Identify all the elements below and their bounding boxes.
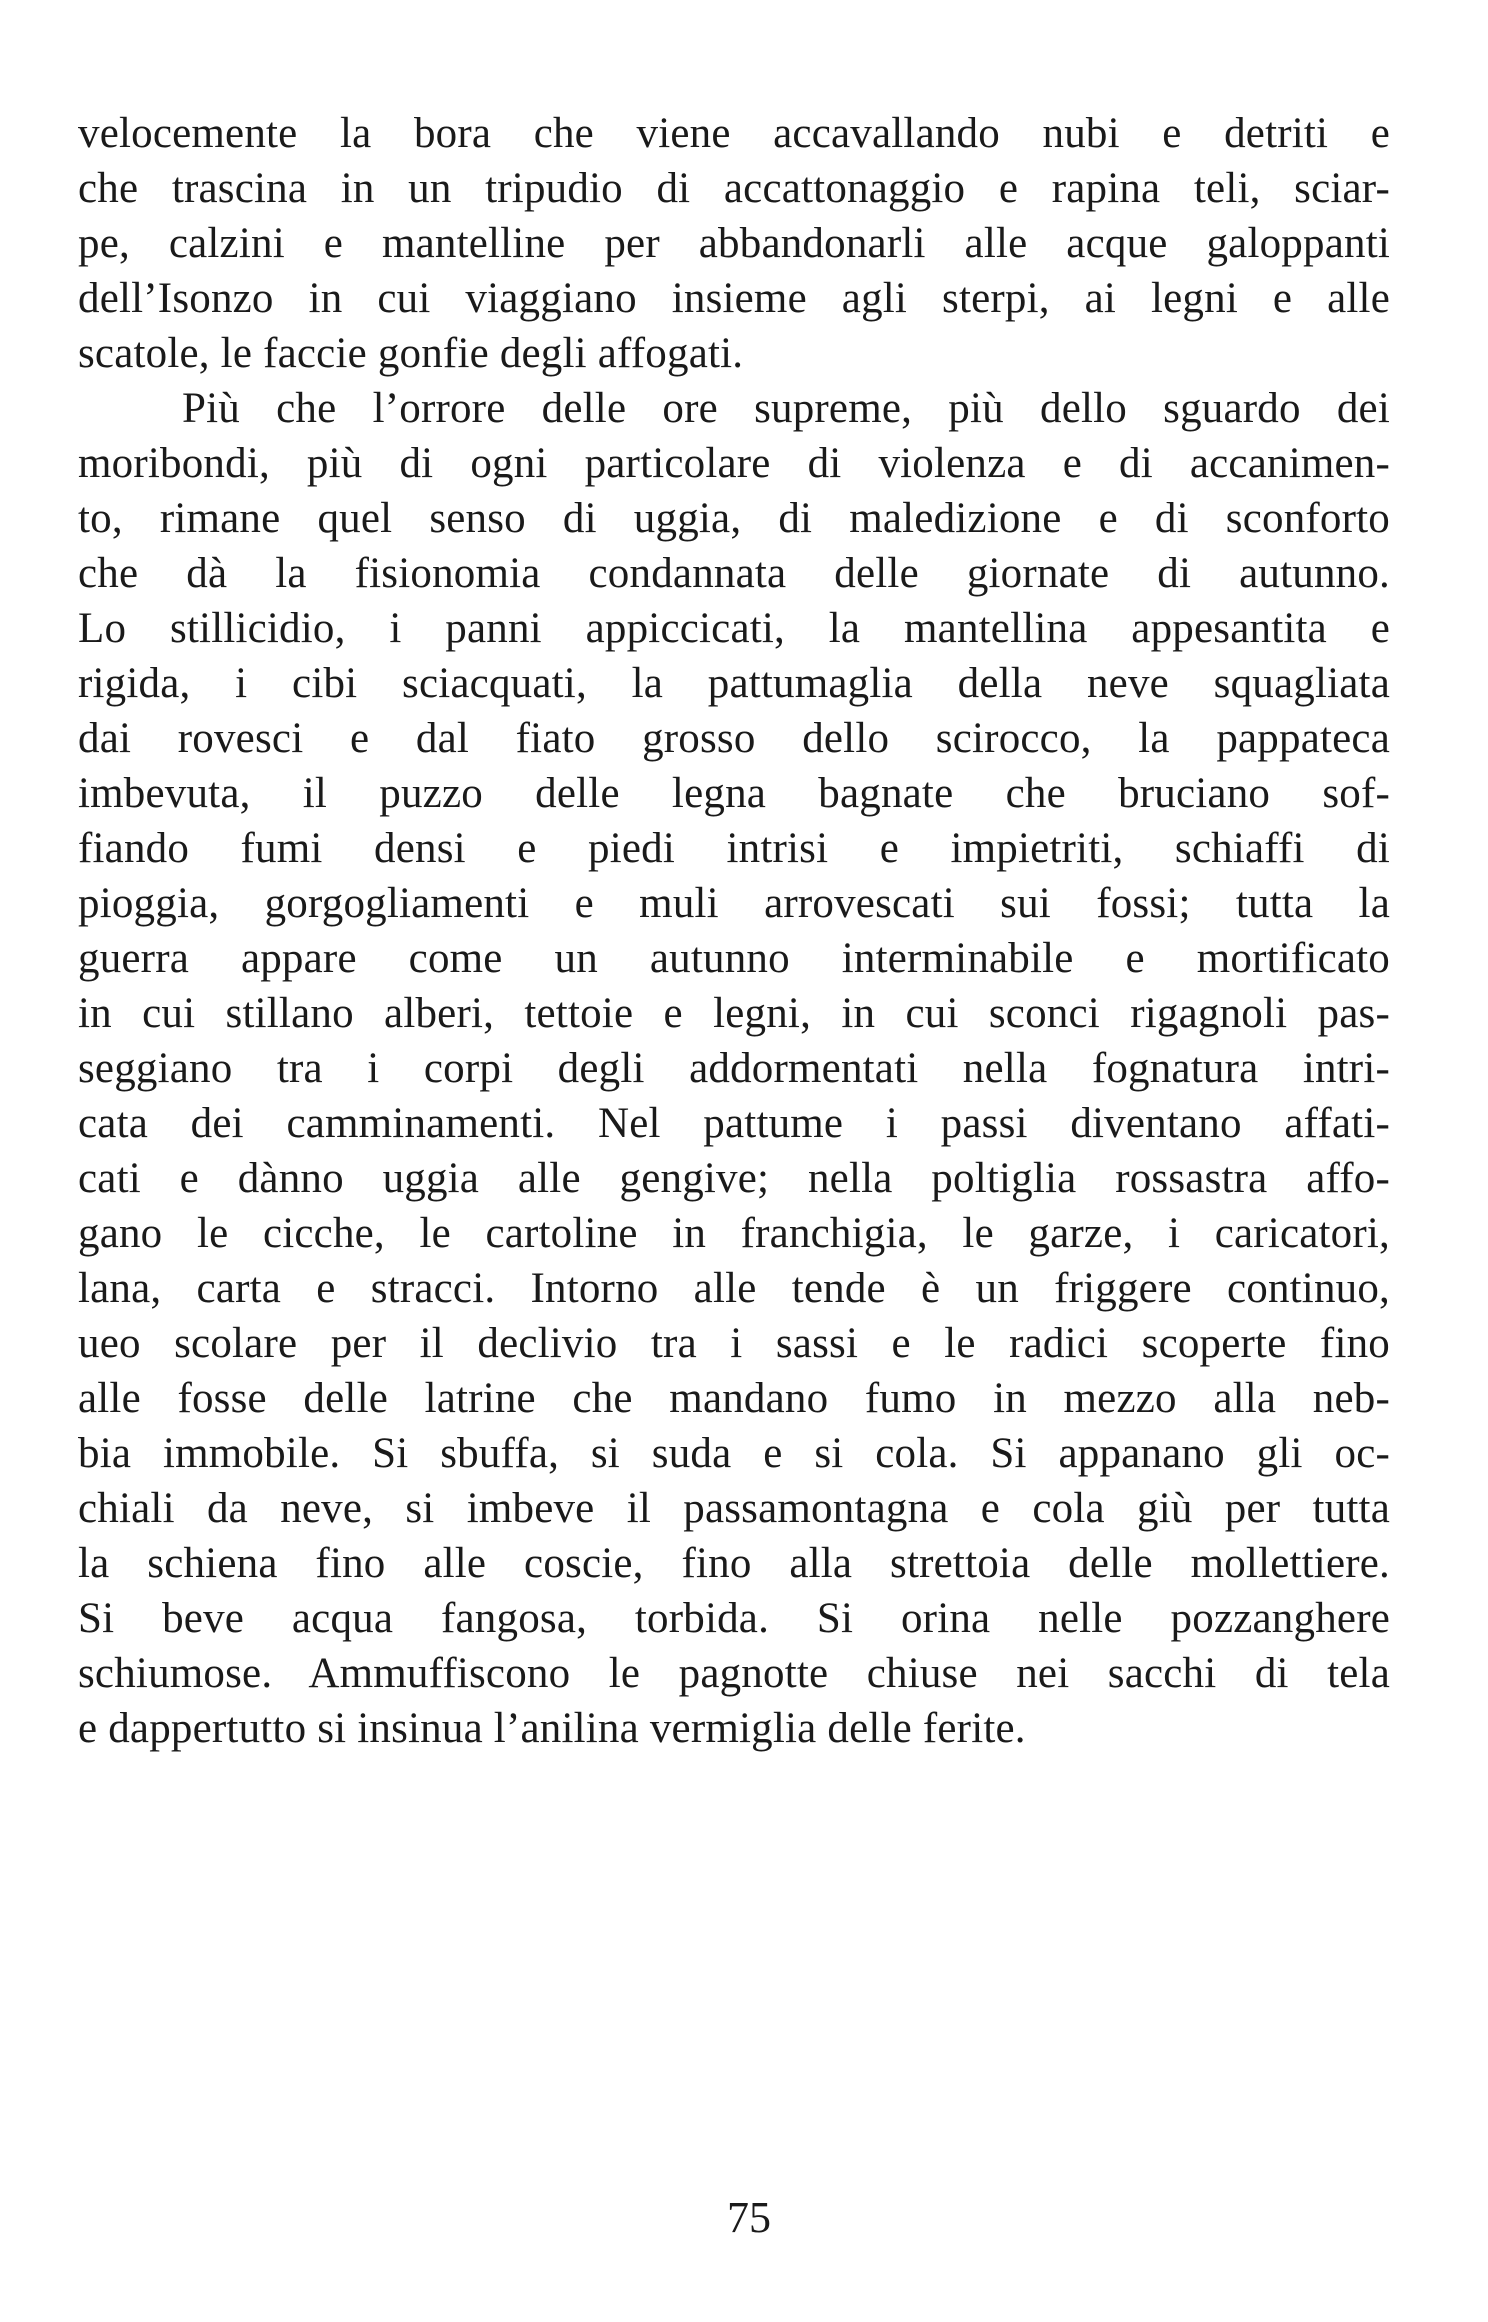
text-line: scatole, le faccie gonfie degli affogati. xyxy=(78,330,744,377)
text-line: Lo stillicidio, i panni appiccicati, la mantellina appesantita e xyxy=(78,605,1390,652)
text-line: imbevuta, il puzzo delle legna bagnate che bruciano sof- xyxy=(78,770,1390,817)
body-text xyxy=(78,106,1390,1756)
text-line: gano le cicche, le cartoline in franchigia, le garze, i caricatori, xyxy=(78,1210,1390,1257)
page-number: 75 xyxy=(727,2193,771,2242)
text-line: pioggia, gorgogliamenti e muli arrovescati sui fossi; tutta la xyxy=(78,880,1390,927)
paragraph xyxy=(78,381,1390,1756)
text-line: dell’Isonzo in cui viaggiano insieme agli sterpi, ai legni e alle xyxy=(78,275,1390,322)
text-line: to, rimane quel senso di uggia, di maledizione e di sconforto xyxy=(78,495,1390,542)
text-line: alle fosse delle latrine che mandano fumo in mezzo alla neb- xyxy=(78,1375,1390,1422)
text-line: bia immobile. Si sbuffa, si suda e si cola. Si appanano gli oc- xyxy=(78,1430,1390,1477)
text-line: fiando fumi densi e piedi intrisi e impietriti, schiaffi di xyxy=(78,825,1390,872)
text-line: moribondi, più di ogni particolare di violenza e di accanimen- xyxy=(78,440,1390,487)
paragraph-continuation xyxy=(78,106,1390,381)
text-line: e dappertutto si insinua l’anilina vermiglia delle ferite. xyxy=(78,1705,1026,1752)
text-line: rigida, i cibi sciacquati, la pattumaglia della neve squagliata xyxy=(78,660,1390,707)
text-line: ueo scolare per il declivio tra i sassi e le radici scoperte fino xyxy=(78,1320,1390,1367)
text-line: chiali da neve, si imbeve il passamontagna e cola giù per tutta xyxy=(78,1485,1390,1532)
text-line: cati e dànno uggia alle gengive; nella poltiglia rossastra affo- xyxy=(78,1155,1390,1202)
text-line: lana, carta e stracci. Intorno alle tende è un friggere continuo, xyxy=(78,1265,1390,1312)
text-line: in cui stillano alberi, tettoie e legni, in cui sconci rigagnoli pas- xyxy=(78,990,1390,1037)
text-line: che dà la fisionomia condannata delle giornate di autunno. xyxy=(78,550,1390,597)
text-line: guerra appare come un autunno interminabile e mortificato xyxy=(78,935,1390,982)
text-line: velocemente la bora che viene accavallando nubi e detriti e xyxy=(78,110,1390,157)
text-line: cata dei camminamenti. Nel pattume i passi diventano affati- xyxy=(78,1100,1390,1147)
text-line: la schiena fino alle coscie, fino alla strettoia delle mollettiere. xyxy=(78,1540,1390,1587)
text-line: dai rovesci e dal fiato grosso dello scirocco, la pappateca xyxy=(78,715,1390,762)
text-line: Più che l’orrore delle ore supreme, più dello sguardo dei xyxy=(182,385,1390,432)
text-line: schiumose. Ammuffiscono le pagnotte chiuse nei sacchi di tela xyxy=(78,1650,1390,1697)
text-line: che trascina in un tripudio di accattonaggio e rapina teli, sciar- xyxy=(78,165,1390,212)
text-line: pe, calzini e mantelline per abbandonarli alle acque galoppanti xyxy=(78,220,1390,267)
text-line: seggiano tra i corpi degli addormentati nella fognatura intri- xyxy=(78,1045,1390,1092)
text-line: Si beve acqua fangosa, torbida. Si orina nelle pozzanghere xyxy=(78,1595,1390,1642)
